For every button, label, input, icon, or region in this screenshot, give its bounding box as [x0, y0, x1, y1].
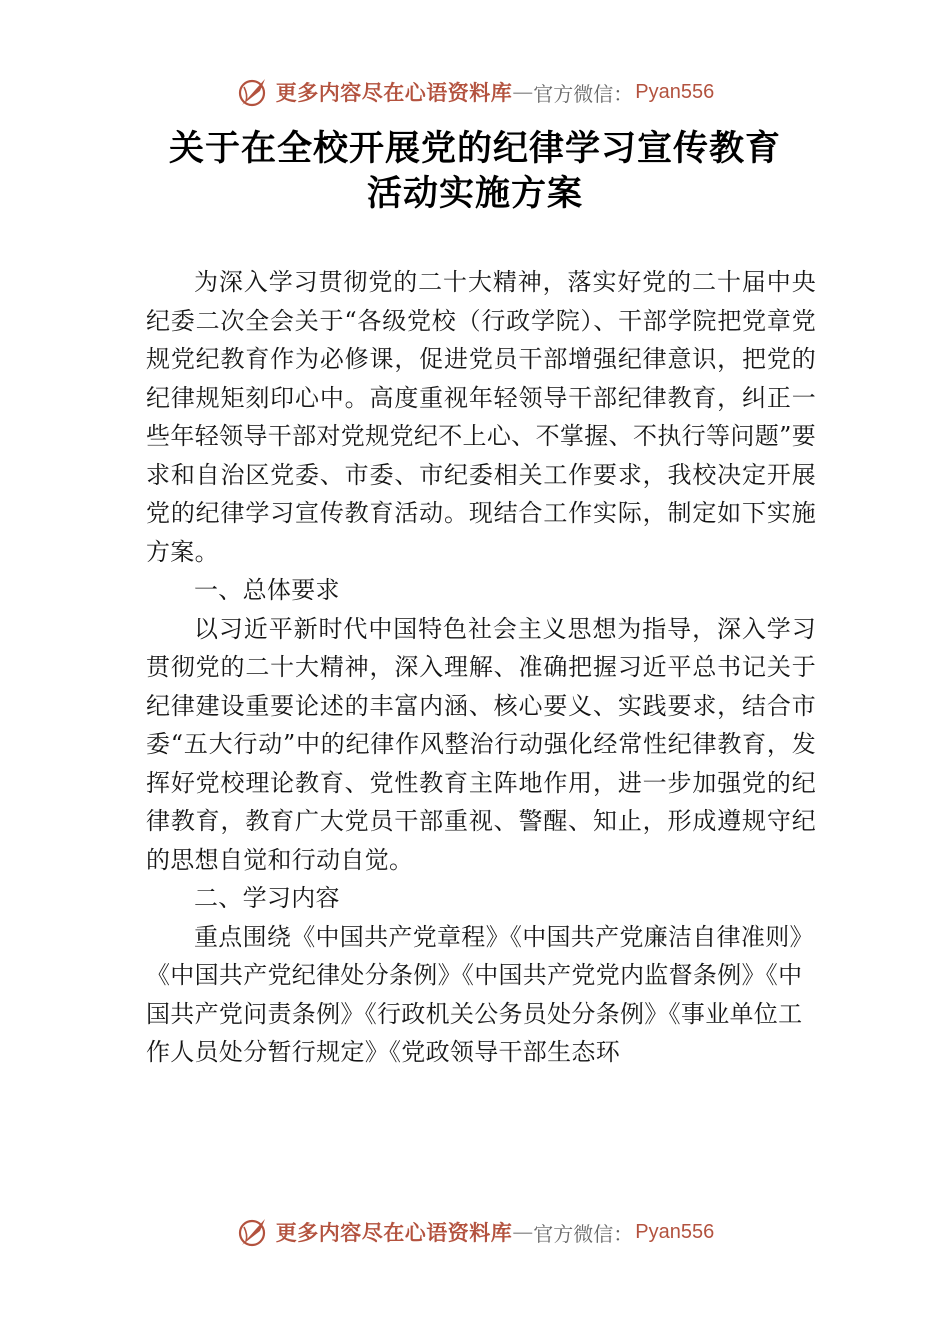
paragraph-general-requirements: 以习近平新时代中国特色社会主义思想为指导，深入学习贯彻党的二十大精神，深入理解、准确把握习近平总书记关于纪律建设重要论述的丰富内涵、核心要义、实践要求，结合市委“五大行动”中的纪律作风整治行动强化经常性纪律教育，发挥好党校理论教育、党性教育主阵地作用，进一步加强党的纪律教育，教育广大党员干部重视、警醒、知止，形成遵规守纪的思想自觉和行动自觉。 — [146, 614, 816, 874]
watermark-separator: — — [512, 80, 534, 104]
document-title-line-2: 活动实施方案 — [366, 173, 583, 214]
watermark-footer — [0, 1212, 950, 1252]
document-title-line-1: 关于在全校开展党的纪律学习宣传教育 — [168, 128, 781, 169]
quill-pen-logo-icon — [236, 75, 270, 109]
watermark-header — [0, 72, 950, 112]
watermark-wechat-id: Pyan556 — [635, 80, 715, 103]
watermark-brand: 更多内容尽在心语资料库 — [275, 1220, 513, 1245]
section-heading-general-requirements: 一、总体要求 — [194, 576, 340, 604]
watermark-official-label: 官方微信： — [533, 1221, 634, 1246]
watermark-official-label: 官方微信： — [533, 81, 634, 106]
watermark-separator: — — [512, 1220, 534, 1244]
quill-pen-logo-icon — [236, 1215, 270, 1249]
section-heading-study-content: 二、学习内容 — [194, 884, 340, 912]
watermark-brand: 更多内容尽在心语资料库 — [275, 80, 513, 105]
paragraph-study-content: 重点围绕《中国共产党章程》《中国共产党廉洁自律准则》《中国共产党纪律处分条例》《中国共产党党内监督条例》《中国共产党问责条例》《行政机关公务员处分条例》《事业单位工作人员处分暂行规定》《党政领导干部生态环 — [146, 922, 814, 1066]
document-body — [146, 263, 816, 1072]
watermark-wechat-id: Pyan556 — [635, 1220, 715, 1243]
paragraph-intro: 为深入学习贯彻党的二十大精神，落实好党的二十届中央纪委二次全会关于“各级党校（行政学院）、干部学院把党章党规党纪教育作为必修课，促进党员干部增强纪律意识，把党的纪律规矩刻印心中。高度重视年轻领导干部纪律教育，纠正一些年轻领导干部对党规党纪不上心、不掌握、不执行等问题”要求和自治区党委、市委、市纪委相关工作要求，我校决定开展党的纪律学习宣传教育活动。现结合工作实际，制定如下实施方案。 — [146, 268, 816, 566]
